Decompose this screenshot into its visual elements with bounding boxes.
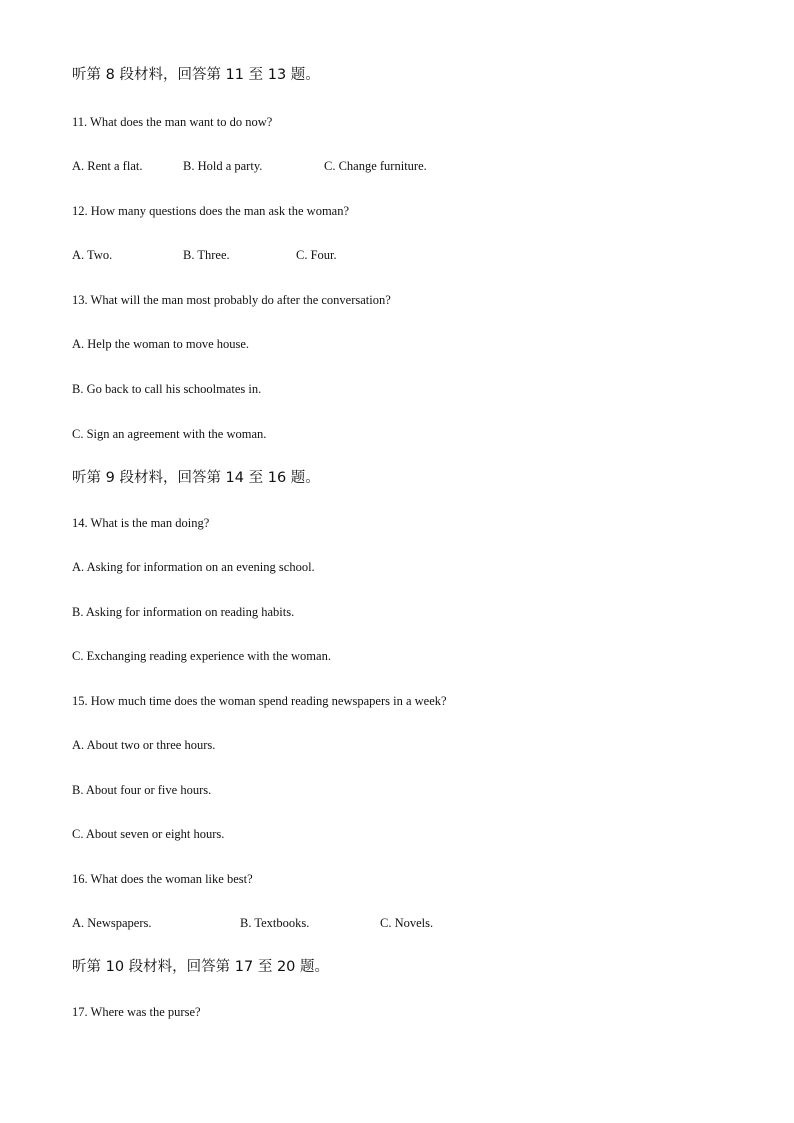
question-14: 14. What is the man doing? [72, 516, 210, 530]
q16-option-b: B. Textbooks. [240, 916, 310, 930]
options-row-16 [72, 915, 472, 931]
question-17: 17. Where was the purse? [72, 1005, 201, 1019]
q15-option-b: B. About four or five hours. [72, 783, 212, 797]
q15-option-c: C. About seven or eight hours. [72, 827, 225, 841]
question-16: 16. What does the woman like best? [72, 872, 253, 886]
q13-option-b: B. Go back to call his schoolmates in. [72, 382, 262, 396]
q15-option-a: A. About two or three hours. [72, 738, 216, 752]
question-11: 11. What does the man want to do now? [72, 115, 273, 129]
options-row-11 [72, 158, 472, 174]
q13-option-a: A. Help the woman to move house. [72, 337, 250, 351]
q12-option-b: B. Three. [183, 248, 230, 262]
section-heading-8: 听第 8 段材料，回答第 11 至 13 题。 [72, 67, 320, 83]
q11-option-b: B. Hold a party. [183, 159, 263, 173]
q11-option-a: A. Rent a flat. [72, 159, 143, 173]
question-13: 13. What will the man most probably do after the conversation? [72, 293, 391, 307]
q16-option-a: A. Newspapers. [72, 916, 152, 930]
q11-option-c: C. Change furniture. [324, 159, 427, 173]
question-15: 15. How much time does the woman spend reading newspapers in a week? [72, 694, 447, 708]
q14-option-c: C. Exchanging reading experience with the woman. [72, 649, 331, 663]
q13-option-c: C. Sign an agreement with the woman. [72, 427, 267, 441]
question-12: 12. How many questions does the man ask the woman? [72, 204, 350, 218]
section-heading-9: 听第 9 段材料，回答第 14 至 16 题。 [72, 470, 320, 486]
q16-option-c: C. Novels. [380, 916, 434, 930]
q14-option-a: A. Asking for information on an evening school. [72, 560, 315, 574]
q14-option-b: B. Asking for information on reading habits. [72, 605, 295, 619]
section-heading-10: 听第 10 段材料，回答第 17 至 20 题。 [72, 959, 330, 975]
options-row-12 [72, 247, 472, 263]
q12-option-c: C. Four. [296, 248, 337, 262]
q12-option-a: A. Two. [72, 248, 113, 262]
